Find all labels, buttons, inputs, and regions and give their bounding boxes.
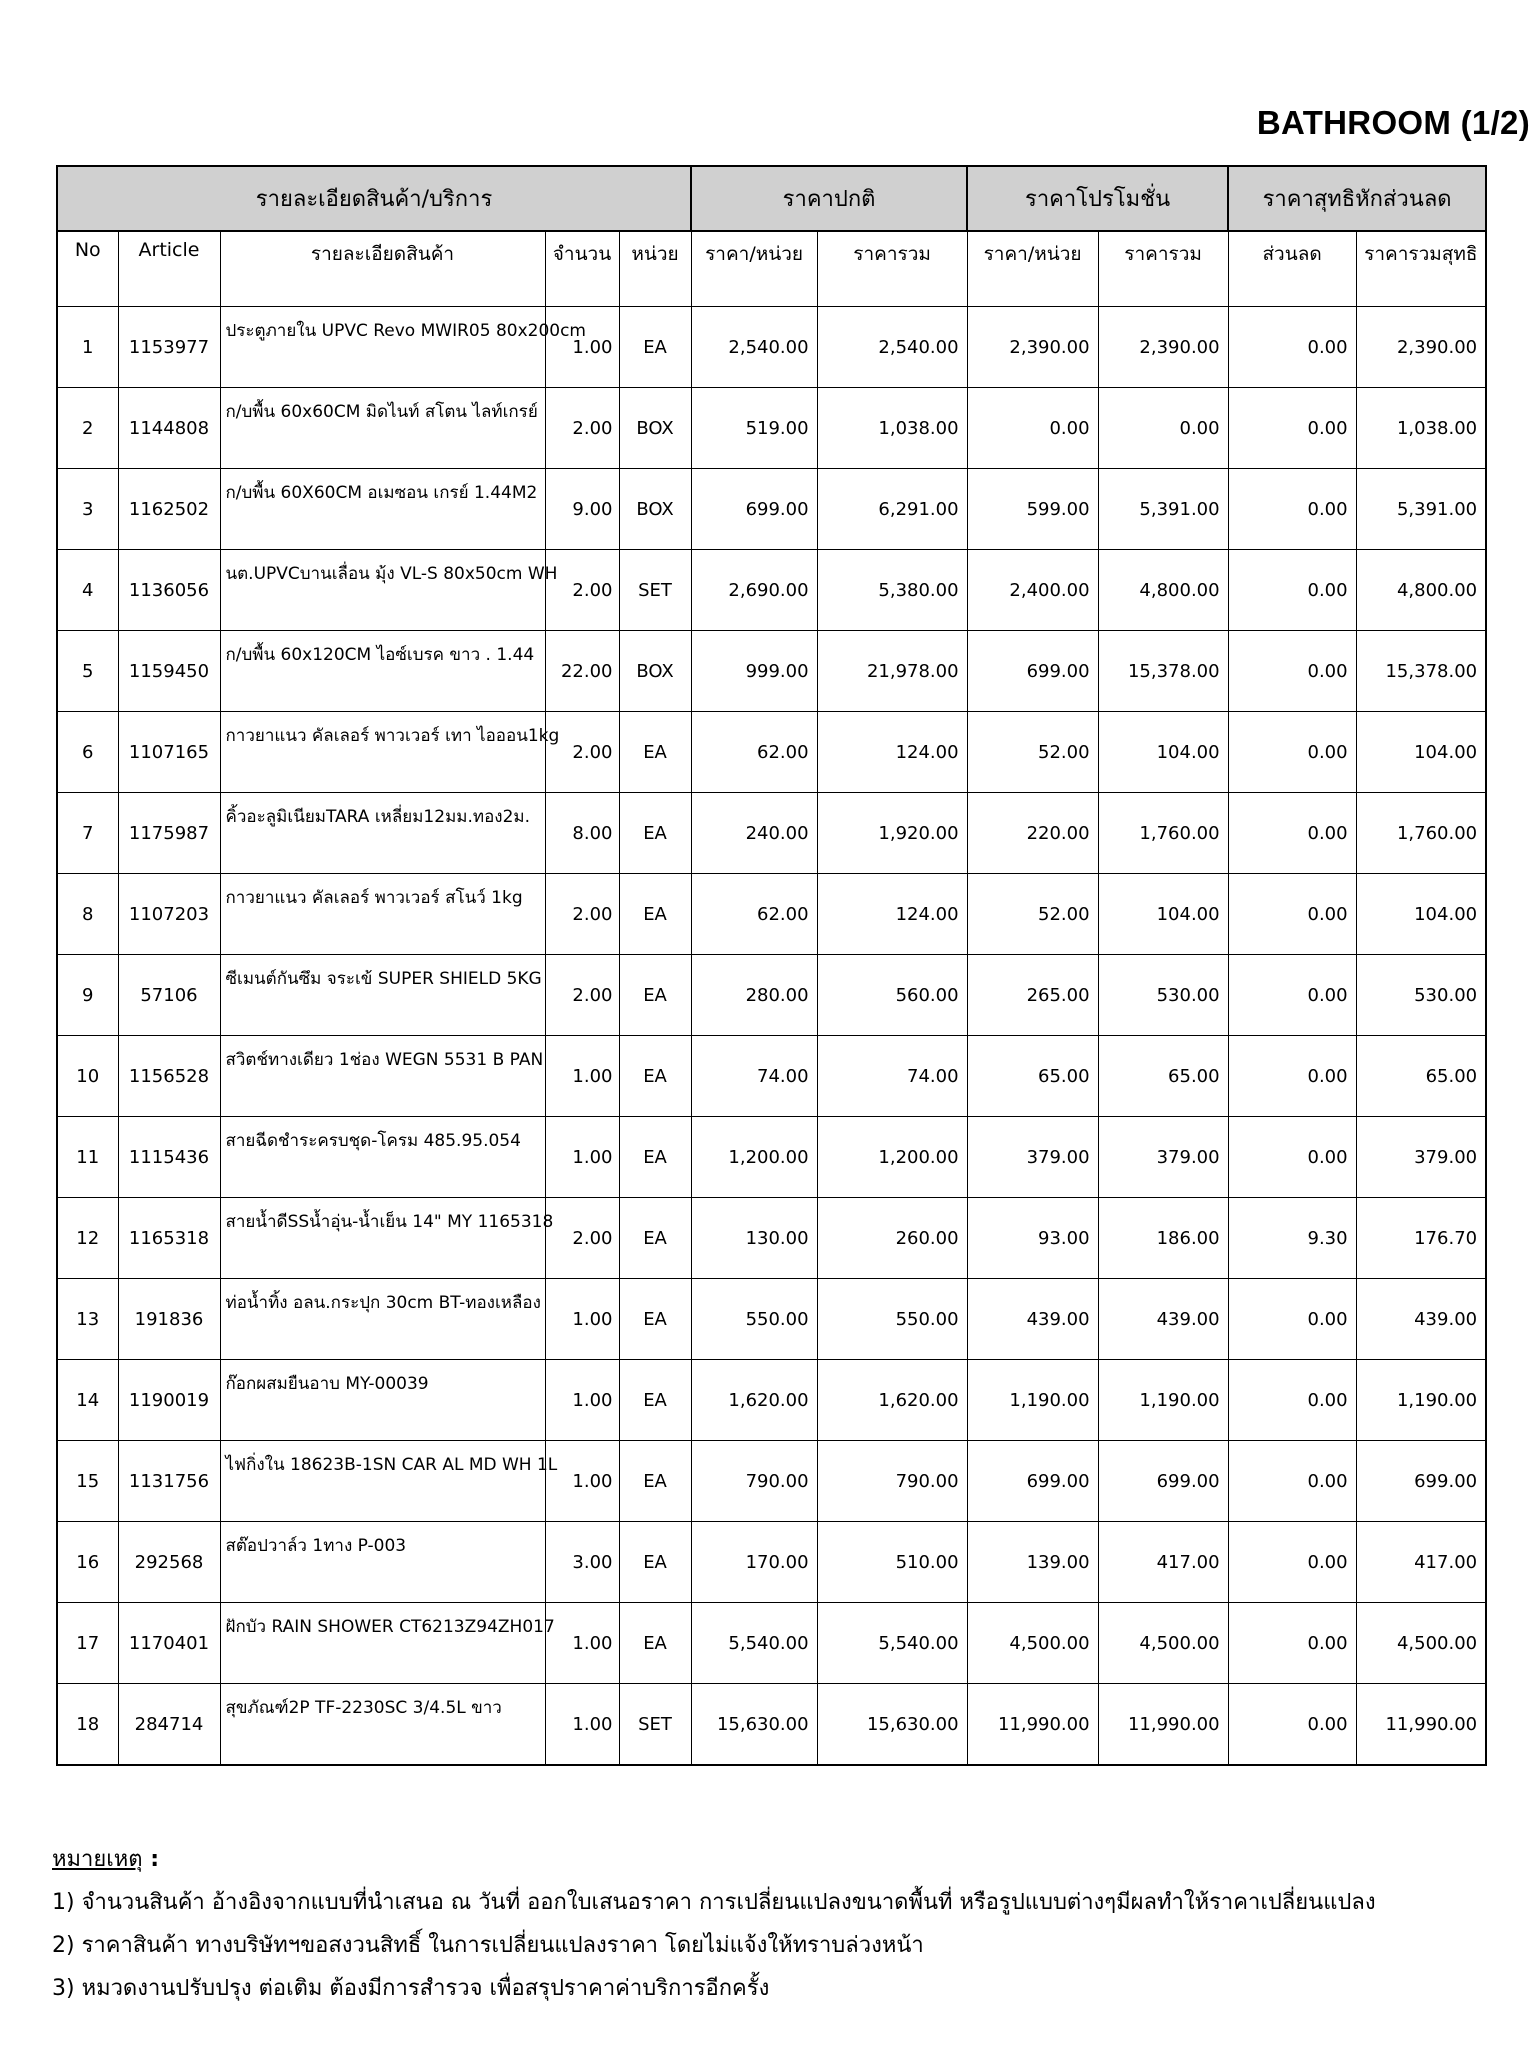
column-header-row [57,231,1486,307]
row-total: 124.00 [817,874,967,955]
row-qty: 3.00 [545,1522,619,1603]
row-no: 11 [57,1117,118,1198]
row-unit: EA [619,307,691,388]
row-discount: 0.00 [1228,1279,1356,1360]
row-desc: สายฉีดชำระครบชุด-โครม 485.95.054 [220,1117,545,1198]
row-qty: 9.00 [545,469,619,550]
row-total: 6,291.00 [817,469,967,550]
row-unit: SET [619,550,691,631]
row-total: 560.00 [817,955,967,1036]
row-desc: ฝักบัว RAIN SHOWER CT6213Z94ZH017 [220,1603,545,1684]
group-header-row [57,166,1486,231]
table-row [57,631,1486,712]
row-total: 790.00 [817,1441,967,1522]
col-header-net-total: ราคารวมสุทธิ [1356,231,1486,307]
row-promo-unit-price: 52.00 [967,712,1098,793]
row-promo-total: 439.00 [1098,1279,1228,1360]
row-discount: 0.00 [1228,712,1356,793]
row-desc: สายน้ำดีSSน้ำอุ่น-น้ำเย็น 14" MY 1165318 [220,1198,545,1279]
row-no: 16 [57,1522,118,1603]
row-total: 1,920.00 [817,793,967,874]
row-qty: 2.00 [545,1198,619,1279]
table-row [57,1198,1486,1279]
row-no: 5 [57,631,118,712]
row-desc: ก/บพื้น 60x60CM มิดไนท์ สโตน ไลท์เกรย์ [220,388,545,469]
row-total: 260.00 [817,1198,967,1279]
row-qty: 1.00 [545,1117,619,1198]
row-total: 1,200.00 [817,1117,967,1198]
row-no: 10 [57,1036,118,1117]
row-promo-unit-price: 4,500.00 [967,1603,1098,1684]
row-net-total: 417.00 [1356,1522,1486,1603]
row-promo-unit-price: 139.00 [967,1522,1098,1603]
page-title: BATHROOM (1/2) [1256,104,1530,141]
row-qty: 1.00 [545,1036,619,1117]
row-unit: EA [619,1117,691,1198]
row-unit: EA [619,1441,691,1522]
row-unit: BOX [619,469,691,550]
row-qty: 2.00 [545,712,619,793]
row-net-total: 104.00 [1356,712,1486,793]
row-promo-unit-price: 599.00 [967,469,1098,550]
row-net-total: 15,378.00 [1356,631,1486,712]
row-unit: BOX [619,631,691,712]
row-unit-price: 790.00 [691,1441,817,1522]
row-desc: ก๊อกผสมยืนอาบ MY-00039 [220,1360,545,1441]
row-promo-total: 104.00 [1098,874,1228,955]
row-promo-total: 5,391.00 [1098,469,1228,550]
row-total: 510.00 [817,1522,967,1603]
row-net-total: 439.00 [1356,1279,1486,1360]
row-desc: สวิตช์ทางเดียว 1ช่อง WEGN 5531 B PAN [220,1036,545,1117]
row-promo-total: 417.00 [1098,1522,1228,1603]
row-article: 1107165 [118,712,220,793]
note-item: 3) หมวดงานปรับปรุง ต่อเติม ต้องมีการสำรวจ เพื่อสรุปราคาค่าบริการอีกครั้ง [52,1976,770,2001]
table-row [57,550,1486,631]
row-article: 1165318 [118,1198,220,1279]
row-discount: 0.00 [1228,874,1356,955]
row-discount: 0.00 [1228,550,1356,631]
row-promo-total: 530.00 [1098,955,1228,1036]
table-row [57,1684,1486,1766]
table-row [57,1360,1486,1441]
row-promo-unit-price: 52.00 [967,874,1098,955]
quotation-table [56,165,1487,1766]
row-discount: 0.00 [1228,388,1356,469]
row-promo-total: 1,760.00 [1098,793,1228,874]
notes-heading: หมายเหตุ [52,1847,143,1872]
row-discount: 0.00 [1228,1684,1356,1766]
row-discount: 0.00 [1228,631,1356,712]
row-promo-total: 699.00 [1098,1441,1228,1522]
row-total: 1,038.00 [817,388,967,469]
row-article: 1170401 [118,1603,220,1684]
row-unit-price: 519.00 [691,388,817,469]
row-promo-unit-price: 2,400.00 [967,550,1098,631]
row-unit: BOX [619,388,691,469]
row-total: 5,540.00 [817,1603,967,1684]
group-header-normal-price: ราคาปกติ [691,166,967,231]
row-promo-unit-price: 93.00 [967,1198,1098,1279]
row-desc: นต.UPVCบานเลื่อน มุ้ง VL-S 80x50cm WH [220,550,545,631]
row-discount: 9.30 [1228,1198,1356,1279]
row-qty: 2.00 [545,955,619,1036]
row-unit-price: 62.00 [691,712,817,793]
row-promo-unit-price: 11,990.00 [967,1684,1098,1766]
table-row [57,1036,1486,1117]
row-promo-total: 186.00 [1098,1198,1228,1279]
row-total: 21,978.00 [817,631,967,712]
row-article: 57106 [118,955,220,1036]
row-desc: ท่อน้ำทิ้ง อลน.กระปุก 30cm BT-ทองเหลือง [220,1279,545,1360]
row-article: 1153977 [118,307,220,388]
row-net-total: 1,190.00 [1356,1360,1486,1441]
row-net-total: 5,391.00 [1356,469,1486,550]
table-row [57,469,1486,550]
row-promo-unit-price: 439.00 [967,1279,1098,1360]
row-no: 17 [57,1603,118,1684]
note-item: 2) ราคาสินค้า ทางบริษัทฯขอสงวนสิทธิ์ ในการเปลี่ยนแปลงราคา โดยไม่แจ้งให้ทราบล่วงหน้า [52,1933,924,1958]
row-promo-unit-price: 379.00 [967,1117,1098,1198]
row-discount: 0.00 [1228,469,1356,550]
row-qty: 1.00 [545,1441,619,1522]
table-row [57,874,1486,955]
col-header-qty: จำนวน [545,231,619,307]
row-no: 18 [57,1684,118,1766]
col-header-article: Article [118,231,220,307]
row-net-total: 1,760.00 [1356,793,1486,874]
row-discount: 0.00 [1228,793,1356,874]
row-article: 1162502 [118,469,220,550]
row-unit-price: 2,540.00 [691,307,817,388]
row-desc: กาวยาแนว คัลเลอร์ พาวเวอร์ สโนว์ 1kg [220,874,545,955]
row-unit: EA [619,1603,691,1684]
row-article: 292568 [118,1522,220,1603]
row-no: 9 [57,955,118,1036]
col-header-desc: รายละเอียดสินค้า [220,231,545,307]
row-qty: 1.00 [545,1684,619,1766]
row-total: 550.00 [817,1279,967,1360]
table-row [57,1117,1486,1198]
col-header-promo-total: ราคารวม [1098,231,1228,307]
row-net-total: 4,800.00 [1356,550,1486,631]
table-row [57,388,1486,469]
row-promo-total: 15,378.00 [1098,631,1228,712]
row-unit: EA [619,712,691,793]
row-no: 8 [57,874,118,955]
row-qty: 1.00 [545,1279,619,1360]
row-unit-price: 1,200.00 [691,1117,817,1198]
row-qty: 1.00 [545,307,619,388]
col-header-promo-unit-price: ราคา/หน่วย [967,231,1098,307]
row-unit: SET [619,1684,691,1766]
row-desc: สต๊อปวาล์ว 1ทาง P-003 [220,1522,545,1603]
row-net-total: 1,038.00 [1356,388,1486,469]
row-unit-price: 74.00 [691,1036,817,1117]
row-unit: EA [619,1036,691,1117]
row-unit-price: 280.00 [691,955,817,1036]
row-qty: 8.00 [545,793,619,874]
row-promo-unit-price: 699.00 [967,1441,1098,1522]
table-row [57,1279,1486,1360]
row-discount: 0.00 [1228,1036,1356,1117]
row-net-total: 11,990.00 [1356,1684,1486,1766]
row-article: 1107203 [118,874,220,955]
row-unit-price: 15,630.00 [691,1684,817,1766]
row-promo-total: 104.00 [1098,712,1228,793]
row-unit-price: 5,540.00 [691,1603,817,1684]
row-desc: ก/บพื้น 60x120CM ไอซ์เบรค ขาว . 1.44 [220,631,545,712]
row-unit-price: 170.00 [691,1522,817,1603]
row-promo-total: 2,390.00 [1098,307,1228,388]
row-net-total: 2,390.00 [1356,307,1486,388]
row-no: 12 [57,1198,118,1279]
col-header-unit: หน่วย [619,231,691,307]
row-unit: EA [619,955,691,1036]
row-desc: สุขภัณฑ์2P TF-2230SC 3/4.5L ขาว [220,1684,545,1766]
row-total: 124.00 [817,712,967,793]
row-article: 191836 [118,1279,220,1360]
row-unit-price: 1,620.00 [691,1360,817,1441]
row-total: 1,620.00 [817,1360,967,1441]
row-unit-price: 130.00 [691,1198,817,1279]
row-promo-total: 4,800.00 [1098,550,1228,631]
row-article: 1159450 [118,631,220,712]
row-article: 1144808 [118,388,220,469]
row-promo-unit-price: 699.00 [967,631,1098,712]
row-desc: ประตูภายใน UPVC Revo MWIR05 80x200cm [220,307,545,388]
row-promo-total: 1,190.00 [1098,1360,1228,1441]
row-promo-total: 11,990.00 [1098,1684,1228,1766]
row-unit: EA [619,1279,691,1360]
row-promo-total: 379.00 [1098,1117,1228,1198]
row-net-total: 65.00 [1356,1036,1486,1117]
row-unit-price: 240.00 [691,793,817,874]
row-no: 13 [57,1279,118,1360]
row-desc: ก/บพื้น 60X60CM อเมซอน เกรย์ 1.44M2 [220,469,545,550]
note-item: 1) จำนวนสินค้า อ้างอิงจากแบบที่นำเสนอ ณ วันที่ ออกใบเสนอราคา การเปลี่ยนแปลงขนาดพื้นที่ หรือรูปแบบต่างๆมีผลทำให้ราคาเปลี่ยนแปลง [52,1890,1376,1915]
row-qty: 22.00 [545,631,619,712]
row-total: 74.00 [817,1036,967,1117]
row-promo-total: 4,500.00 [1098,1603,1228,1684]
row-promo-total: 65.00 [1098,1036,1228,1117]
row-qty: 2.00 [545,388,619,469]
row-discount: 0.00 [1228,1522,1356,1603]
row-no: 1 [57,307,118,388]
row-desc: ซีเมนต์กันซึม จระเข้ SUPER SHIELD 5KG [220,955,545,1036]
row-discount: 0.00 [1228,307,1356,388]
row-no: 6 [57,712,118,793]
row-promo-unit-price: 65.00 [967,1036,1098,1117]
row-promo-unit-price: 1,190.00 [967,1360,1098,1441]
row-discount: 0.00 [1228,1360,1356,1441]
row-qty: 1.00 [545,1360,619,1441]
row-net-total: 699.00 [1356,1441,1486,1522]
table-row [57,955,1486,1036]
row-unit: EA [619,1360,691,1441]
table-row [57,1522,1486,1603]
row-article: 1156528 [118,1036,220,1117]
row-promo-unit-price: 220.00 [967,793,1098,874]
row-discount: 0.00 [1228,955,1356,1036]
group-header-promo-price: ราคาโปรโมชั่น [967,166,1228,231]
row-promo-unit-price: 0.00 [967,388,1098,469]
row-unit: EA [619,1198,691,1279]
row-unit: EA [619,1522,691,1603]
notes-heading-line [52,1838,1376,1881]
row-promo-unit-price: 265.00 [967,955,1098,1036]
row-article: 1175987 [118,793,220,874]
row-discount: 0.00 [1228,1441,1356,1522]
table-row [57,1441,1486,1522]
row-desc: คิ้วอะลูมิเนียมTARA เหลี่ยม12มม.ทอง2ม. [220,793,545,874]
row-unit-price: 999.00 [691,631,817,712]
table-row [57,1603,1486,1684]
row-total: 15,630.00 [817,1684,967,1766]
table-row [57,793,1486,874]
row-article: 284714 [118,1684,220,1766]
group-header-net-price: ราคาสุทธิหักส่วนลด [1228,166,1486,231]
row-article: 1115436 [118,1117,220,1198]
row-desc: ไฟกิ่งใน 18623B-1SN CAR AL MD WH 1L [220,1441,545,1522]
row-discount: 0.00 [1228,1603,1356,1684]
row-no: 7 [57,793,118,874]
row-article: 1136056 [118,550,220,631]
row-article: 1190019 [118,1360,220,1441]
row-net-total: 379.00 [1356,1117,1486,1198]
table-row [57,307,1486,388]
table-row [57,712,1486,793]
row-no: 3 [57,469,118,550]
row-unit-price: 2,690.00 [691,550,817,631]
notes-section [52,1838,1376,2010]
row-net-total: 4,500.00 [1356,1603,1486,1684]
row-total: 2,540.00 [817,307,967,388]
row-no: 4 [57,550,118,631]
row-discount: 0.00 [1228,1117,1356,1198]
row-unit-price: 699.00 [691,469,817,550]
row-unit: EA [619,874,691,955]
col-header-discount: ส่วนลด [1228,231,1356,307]
notes-colon: : [142,1847,160,1872]
col-header-no: No [57,231,118,307]
row-no: 15 [57,1441,118,1522]
row-article: 1131756 [118,1441,220,1522]
row-desc: กาวยาแนว คัลเลอร์ พาวเวอร์ เทา ไอออน1kg [220,712,545,793]
table-body [57,307,1486,1766]
row-no: 14 [57,1360,118,1441]
row-promo-total: 0.00 [1098,388,1228,469]
row-qty: 2.00 [545,550,619,631]
row-no: 2 [57,388,118,469]
row-unit-price: 62.00 [691,874,817,955]
row-net-total: 530.00 [1356,955,1486,1036]
row-net-total: 176.70 [1356,1198,1486,1279]
col-header-unit-price: ราคา/หน่วย [691,231,817,307]
row-qty: 1.00 [545,1603,619,1684]
row-promo-unit-price: 2,390.00 [967,307,1098,388]
row-qty: 2.00 [545,874,619,955]
row-unit: EA [619,793,691,874]
row-unit-price: 550.00 [691,1279,817,1360]
group-header-details: รายละเอียดสินค้า/บริการ [57,166,691,231]
col-header-total: ราคารวม [817,231,967,307]
row-net-total: 104.00 [1356,874,1486,955]
row-total: 5,380.00 [817,550,967,631]
